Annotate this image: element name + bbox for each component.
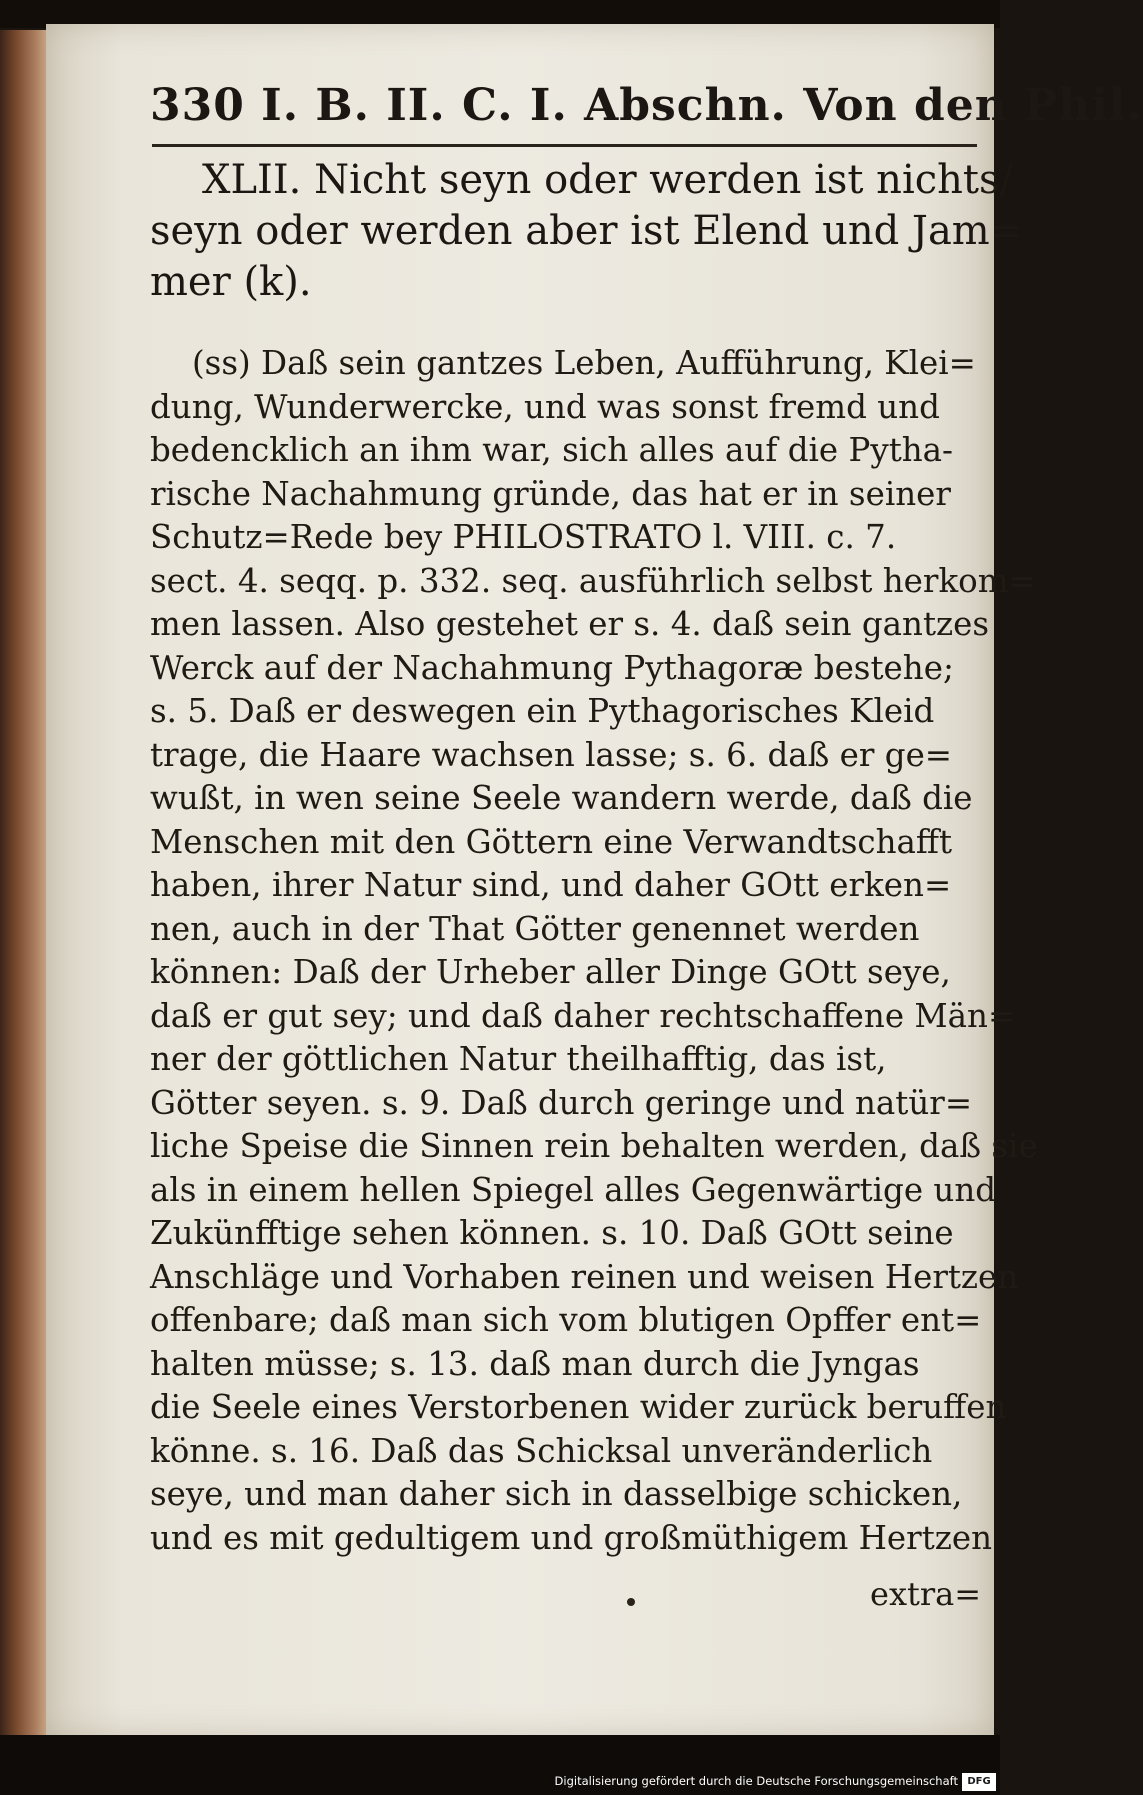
text-line: Götter seyen. s. 9. Daß durch geringe und natür= — [150, 1083, 973, 1122]
section-heading — [150, 155, 1024, 308]
text-line: halten müsse; s. 13. daß man durch die Jyngas — [150, 1344, 920, 1383]
heading-line: mer (k). — [150, 259, 312, 305]
dfg-logo: DFG — [962, 1773, 996, 1791]
text-line: wußt, in wen seine Seele wandern werde, daß die — [150, 779, 973, 817]
header-rule — [152, 144, 977, 147]
text-line: liche Speise die Sinnen rein behalten werden, daß sie — [150, 1127, 1038, 1165]
text-line: haben, ihrer Natur sind, und daher GOtt erken= — [150, 866, 952, 904]
heading-line: seyn oder werden aber ist Elend und Jam= — [150, 208, 1024, 254]
text-line: könne. s. 16. Daß das Schicksal unveränderlich — [150, 1431, 933, 1470]
digitization-credit: Digitalisierung gefördert durch die Deutsche Forschungsgemeinschaft — [554, 1774, 958, 1788]
text-line: Menschen mit den Göttern eine Verwandtschafft — [150, 822, 953, 861]
text-line: rische Nachahmung gründe, das hat er in seiner — [150, 474, 951, 513]
ink-dot — [627, 1598, 635, 1606]
text-line: (ss) Daß sein gantzes Leben, Aufführung, Klei= — [192, 344, 976, 382]
text-line: trage, die Haare wachsen lasse; s. 6. daß er ge= — [150, 735, 953, 774]
text-line: Anschläge und Vorhaben reinen und weisen Hertzen — [150, 1257, 1019, 1296]
text-line: Werck auf der Nachahmung Pythagoræ bestehe; — [150, 648, 954, 687]
text-line: können: Daß der Urheber aller Dinge GOtt seye, — [150, 953, 951, 991]
text-line: bedencklich an ihm war, sich alles auf die Pytha- — [150, 431, 954, 469]
text-line: nen, auch in der That Götter genennet werden — [150, 909, 920, 948]
catchword: extra= — [870, 1575, 982, 1613]
text-line: sect. 4. seqq. p. 332. seq. ausführlich selbst herkom= — [150, 561, 1036, 600]
running-head: 330 I. B. II. C. I. Abschn. Von den Phil. — [150, 80, 1143, 131]
text-line: als in einem hellen Spiegel alles Gegenwärtige und — [150, 1170, 997, 1209]
book-fore-edge — [0, 30, 48, 1735]
text-line: dung, Wunderwercke, und was sonst fremd und — [150, 387, 940, 426]
text-line: ner der göttlichen Natur theilhafftig, das ist, — [150, 1040, 887, 1078]
text-line: und es mit gedultigem und großmüthigem Hertzen — [150, 1518, 993, 1557]
text-line: Schutz=Rede bey PHILOSTRATO l. VIII. c. 7. — [150, 518, 897, 556]
text-line: die Seele eines Verstorbenen wider zurück beruffen — [150, 1388, 1007, 1426]
footnote-body — [150, 342, 1038, 1560]
text-line: men lassen. Also gestehet er s. 4. daß sein gantzes — [150, 605, 990, 643]
text-line: Zukünfftige sehen können. s. 10. Daß GOtt seine — [150, 1214, 954, 1252]
text-line: offenbare; daß man sich vom blutigen Opffer ent= — [150, 1301, 982, 1339]
text-line: daß er gut sey; und daß daher rechtschaffene Män= — [150, 996, 1016, 1035]
heading-line: XLII. Nicht seyn oder werden ist nichts/ — [202, 157, 1013, 203]
text-line: s. 5. Daß er deswegen ein Pythagorisches Kleid — [150, 692, 935, 730]
text-line: seye, und man daher sich in dasselbige schicken, — [150, 1475, 963, 1513]
